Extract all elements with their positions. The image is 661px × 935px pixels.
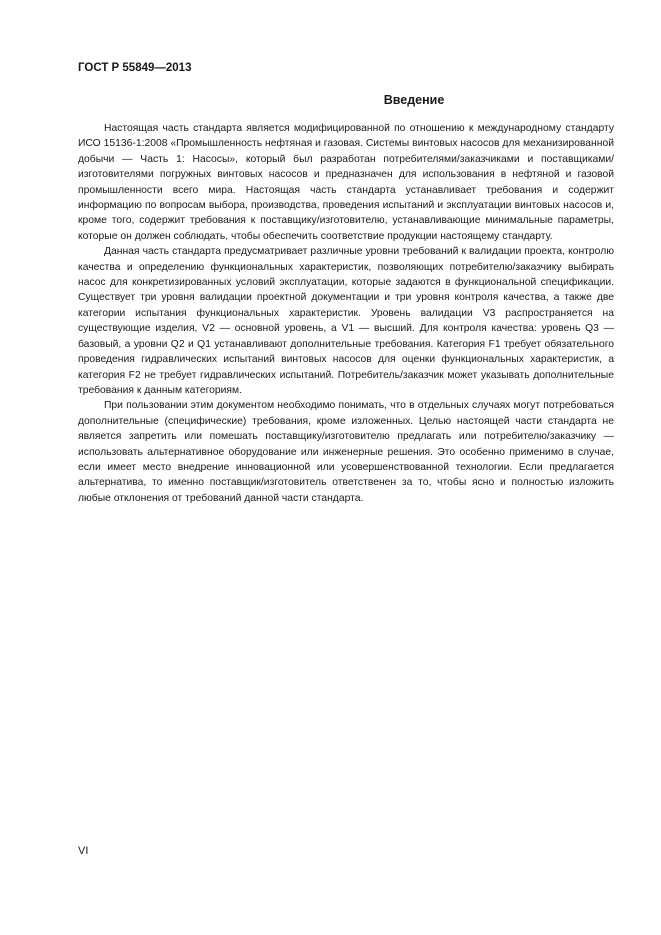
paragraph-1: Настоящая часть стандарта является модифицированной по отношению к международному стандарту ИСО 15136-1:2008 «Промышленность нефтяная и газовая. Системы винтовых насосов для механизированной добычи — Часть 1: Насосы», который был разработан потребителями/заказчиками и поставщиками/изготовителями погружных винтовых насосов и предназначен для использования в нефтяной и газовой промышленности всего мира. Настоящая часть стандарта устанавливает требования и содержит информацию по вопросам выбора, производства, проведения испытаний и эксплуатации винтовых насосов и, кроме того, содержит требования к поставщику/изготовителю, устанавливающие минимальные параметры, которые он должен соблюдать, чтобы обеспечить соответствие продукции настоящему стандарту. xyxy=(78,123,614,242)
page-number: VI xyxy=(78,845,89,857)
standard-id-header: ГОСТ Р 55849—2013 xyxy=(78,62,192,74)
paragraph-3: При пользовании этим документом необходимо понимать, что в отдельных случаях могут потребоваться дополнительные (специфические) требования, кроме изложенных. Целью настоящей части стандарта не является запретить или помешать поставщику/изготовителю предлагать или потребителю/заказчику — использовать альтернативное оборудование или инженерные решения. Это особенно применимо в случае, если имеет место внедрение инновационной или усовершенствованной технологии. Если предлагается альтернатива, то именно поставщик/изготовитель ответственен за то, чтобы ясно и полностью изложить любые отклонения от требований данной части стандарта. xyxy=(78,400,614,504)
section-title-text: Введение xyxy=(383,93,445,107)
introduction-body xyxy=(78,121,614,506)
section-title xyxy=(78,93,614,107)
paragraph-2: Данная часть стандарта предусматривает различные уровни требований к валидации проекта, контролю качества и определению функциональных характеристик, позволяющих потребителю/заказчику выбирать насос для конкретизированных условий эксплуатации, которые задаются в функциональной спецификации. Существует три уровня валидации проектной документации и три уровня контроля качества, а также две категории испытания функциональных характеристик. Уровень валидации V3 распространяется на существующие изделия, V2 — основной уровень, а V1 — высший. Для контроля качества: уровень Q3 — базовый, а уровни Q2 и Q1 устанавливают дополнительные требования. Категория F1 требует обязательного проведения гидравлических испытаний винтовых насосов для оценки функциональных характеристик, а категория F2 не требует гидравлических испытаний. Потребитель/заказчик может указывать дополнительные требования к данным категориям. xyxy=(78,246,614,396)
